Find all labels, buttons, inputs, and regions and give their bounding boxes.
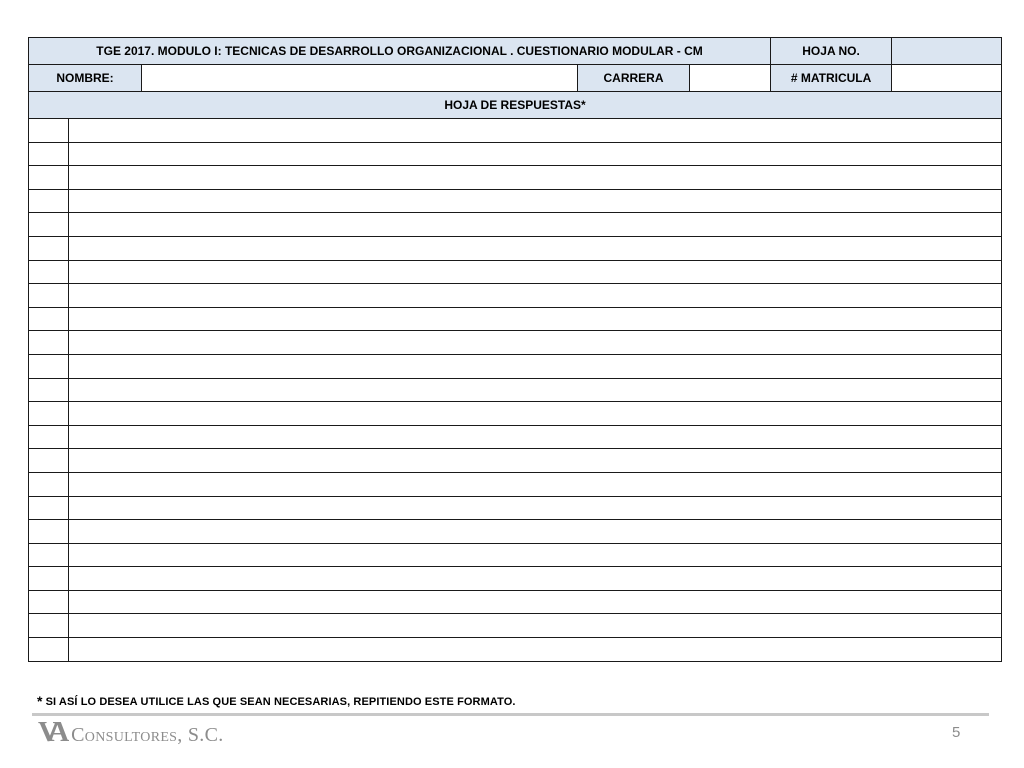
page-number: 5 <box>952 724 961 741</box>
answer-text-cell[interactable] <box>69 449 1002 473</box>
answer-text-cell[interactable] <box>69 543 1002 567</box>
answer-number-cell[interactable] <box>29 236 69 260</box>
answer-number-cell[interactable] <box>29 567 69 591</box>
answer-number-cell[interactable] <box>29 449 69 473</box>
answer-text-cell[interactable] <box>69 567 1002 591</box>
answer-number-cell[interactable] <box>29 543 69 567</box>
answer-number-cell[interactable] <box>29 331 69 355</box>
answer-row <box>29 189 1002 213</box>
answer-number-cell[interactable] <box>29 378 69 402</box>
answer-number-cell[interactable] <box>29 119 69 143</box>
answer-row <box>29 119 1002 143</box>
footnote <box>37 693 516 709</box>
answer-row <box>29 402 1002 426</box>
answer-number-cell[interactable] <box>29 614 69 638</box>
answer-text-cell[interactable] <box>69 614 1002 638</box>
answer-row <box>29 614 1002 638</box>
answer-row <box>29 543 1002 567</box>
answer-text-cell[interactable] <box>69 119 1002 143</box>
answer-row <box>29 449 1002 473</box>
form-title: TGE 2017. MODULO I: TECNICAS DE DESARROLLO ORGANIZACIONAL . CUESTIONARIO MODULAR - CM <box>29 38 771 65</box>
answer-row <box>29 142 1002 166</box>
answer-text-cell[interactable] <box>69 402 1002 426</box>
answer-row <box>29 260 1002 284</box>
answer-text-cell[interactable] <box>69 425 1002 449</box>
answer-text-cell[interactable] <box>69 472 1002 496</box>
answer-text-cell[interactable] <box>69 166 1002 190</box>
answer-text-cell[interactable] <box>69 496 1002 520</box>
logo-text: Consultores, S.C. <box>71 724 224 746</box>
answer-number-cell[interactable] <box>29 213 69 237</box>
answer-number-cell[interactable] <box>29 520 69 544</box>
answer-row <box>29 236 1002 260</box>
answer-text-cell[interactable] <box>69 590 1002 614</box>
answer-row <box>29 638 1002 662</box>
answer-text-cell[interactable] <box>69 638 1002 662</box>
answer-text-cell[interactable] <box>69 307 1002 331</box>
career-field[interactable] <box>690 65 771 92</box>
answer-number-cell[interactable] <box>29 496 69 520</box>
answer-number-cell[interactable] <box>29 638 69 662</box>
answer-row <box>29 331 1002 355</box>
answers-header: HOJA DE RESPUESTAS* <box>29 92 1002 119</box>
answer-text-cell[interactable] <box>69 236 1002 260</box>
answer-row <box>29 307 1002 331</box>
answer-text-cell[interactable] <box>69 520 1002 544</box>
answer-text-cell[interactable] <box>69 378 1002 402</box>
answer-number-cell[interactable] <box>29 590 69 614</box>
answer-number-cell[interactable] <box>29 402 69 426</box>
answer-row <box>29 354 1002 378</box>
answer-text-cell[interactable] <box>69 284 1002 308</box>
answer-row <box>29 284 1002 308</box>
title-row <box>29 38 1002 65</box>
student-info-row <box>29 65 1002 92</box>
answer-text-cell[interactable] <box>69 213 1002 237</box>
answer-row <box>29 213 1002 237</box>
answer-number-cell[interactable] <box>29 284 69 308</box>
answer-number-cell[interactable] <box>29 166 69 190</box>
company-logo <box>38 716 224 746</box>
answer-row <box>29 567 1002 591</box>
answer-number-cell[interactable] <box>29 354 69 378</box>
answer-number-cell[interactable] <box>29 260 69 284</box>
answer-row <box>29 590 1002 614</box>
sheet-number-label: HOJA NO. <box>771 38 892 65</box>
answer-text-cell[interactable] <box>69 260 1002 284</box>
career-label: CARRERA <box>578 65 690 92</box>
name-field[interactable] <box>142 65 578 92</box>
answer-number-cell[interactable] <box>29 307 69 331</box>
answer-row <box>29 378 1002 402</box>
sheet-number-field[interactable] <box>892 38 1002 65</box>
answer-text-cell[interactable] <box>69 354 1002 378</box>
answer-row <box>29 472 1002 496</box>
answer-sheet-table <box>28 37 1002 662</box>
id-number-label: # MATRICULA <box>771 65 892 92</box>
answers-header-row <box>29 92 1002 119</box>
footnote-text: SI ASÍ LO DESEA UTILICE LAS QUE SEAN NECESARIAS, REPITIENDO ESTE FORMATO. <box>45 696 516 708</box>
answer-row <box>29 496 1002 520</box>
footnote-asterisk: * <box>37 693 43 709</box>
id-number-field[interactable] <box>892 65 1002 92</box>
answer-text-cell[interactable] <box>69 189 1002 213</box>
name-label: NOMBRE: <box>29 65 142 92</box>
answer-number-cell[interactable] <box>29 142 69 166</box>
answer-number-cell[interactable] <box>29 189 69 213</box>
answer-row <box>29 166 1002 190</box>
answer-text-cell[interactable] <box>69 142 1002 166</box>
answer-text-cell[interactable] <box>69 331 1002 355</box>
answer-number-cell[interactable] <box>29 425 69 449</box>
logo-mark: VA <box>38 716 63 748</box>
answer-row <box>29 425 1002 449</box>
answer-row <box>29 520 1002 544</box>
answer-number-cell[interactable] <box>29 472 69 496</box>
